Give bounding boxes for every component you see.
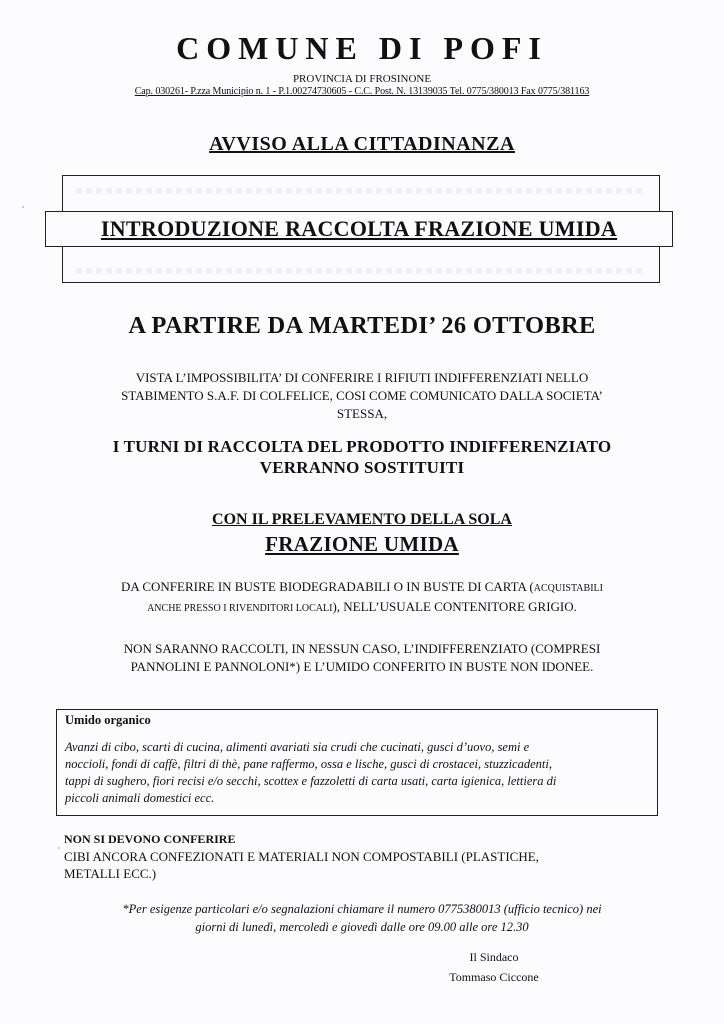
- non-saranno-line: PANNOLINI E PANNOLONI*) E L’UMIDO CONFERITO IN BUSTE NON IDONEE.: [130, 659, 594, 674]
- umido-line: tappi di sughero, fiori recisi e/o secchi, scottex e fazzoletti di carta usati, carta igienica, lettiera di: [65, 774, 557, 788]
- umido-box-title: Umido organico: [65, 713, 151, 727]
- faint-rule-bottom: [76, 268, 646, 274]
- frazione-umida-heading: FRAZIONE UMIDA: [265, 532, 459, 556]
- non-devono-text: [64, 848, 664, 882]
- title-box: INTRODUZIONE RACCOLTA FRAZIONE UMIDA: [45, 211, 673, 247]
- umido-line: noccioli, fondi di caffè, filtri di thè, pane raffermo, ossa e lische, gusci di crostacei, stuzzicadenti,: [65, 757, 552, 771]
- non-saranno-line: NON SARANNO RACCOLTI, IN NESSUN CASO, L’INDIFFERENZIATO (COMPRESI: [123, 641, 601, 656]
- scan-speck: [22, 206, 24, 208]
- contact-note: [0, 900, 724, 936]
- signature-role: Il Sindaco: [469, 950, 519, 964]
- conferire-text: DA CONFERIRE IN BUSTE BIODEGRADABILI O IN BUSTE DI CARTA (: [121, 579, 534, 594]
- scan-speck: [58, 847, 60, 849]
- conferire-small-text: ANCHE PRESSO I RIVENDITORI LOCALI: [147, 603, 333, 614]
- notice-heading: AVVISO ALLA CITTADINANZA: [209, 133, 515, 155]
- turni-paragraph: [0, 436, 724, 478]
- conferire-small-text: ACQUISTABILI: [533, 583, 603, 594]
- contact-note-line: giorni di lunedì, mercoledì e giovedì dalle ore 09.00 alle ore 12.30: [195, 920, 529, 934]
- umido-organico-box: [56, 709, 658, 816]
- non-devono-line: CIBI ANCORA CONFEZIONATI E MATERIALI NON COMPOSTABILI (PLASTICHE,: [64, 849, 539, 864]
- non-devono-heading: NON SI DEVONO CONFERIRE: [64, 832, 236, 846]
- turni-line: VERRANNO SOSTITUITI: [259, 458, 465, 477]
- vista-line: VISTA L’IMPOSSIBILITA’ DI CONFERIRE I RIFIUTI INDIFFERENZIATI NELLO: [135, 370, 589, 385]
- turni-line: I TURNI DI RACCOLTA DEL PRODOTTO INDIFFERENZIATO: [112, 437, 612, 456]
- province-line: PROVINCIA DI FROSINONE: [292, 73, 432, 85]
- umido-line: Avanzi di cibo, scarti di cucina, alimenti avariati sia crudi che cucinati, gusci d’uovo, semi e: [65, 740, 530, 754]
- conferire-paragraph: [0, 578, 724, 618]
- umido-line: piccoli animali domestici ecc.: [65, 791, 215, 805]
- signature-name: Tommaso Ciccone: [449, 970, 539, 984]
- address-line: Cap. 030261- P.zza Municipio n. 1 - P.1.00274730605 - C.C. Post. N. 13139035 Tel. 0775/380013 Fax 0775/381163: [134, 86, 590, 97]
- vista-paragraph: [0, 369, 724, 423]
- vista-line: STESSA,: [336, 406, 388, 421]
- prelevamento-line: CON IL PRELEVAMENTO DELLA SOLA: [212, 511, 512, 528]
- non-devono-line: METALLI ECC.): [64, 866, 157, 881]
- faint-rule-top: [76, 188, 646, 194]
- vista-line: STABIMENTO S.A.F. DI COLFELICE, COSI COME COMUNICATO DALLA SOCIETA’: [121, 388, 603, 403]
- municipality-title: COMUNE DI POFI: [176, 30, 548, 66]
- umido-box-text: [65, 739, 649, 807]
- conferire-text: ), NELL’USUALE CONTENITORE GRIGIO.: [332, 599, 577, 614]
- signature-block: [434, 947, 554, 987]
- contact-note-line: *Per esigenze particolari e/o segnalazioni chiamare il numero 0775380013 (ufficio tecnico) nei: [122, 902, 602, 916]
- non-saranno-paragraph: [0, 640, 724, 676]
- start-date-line: A PARTIRE DA MARTEDI’ 26 OTTOBRE: [128, 312, 596, 339]
